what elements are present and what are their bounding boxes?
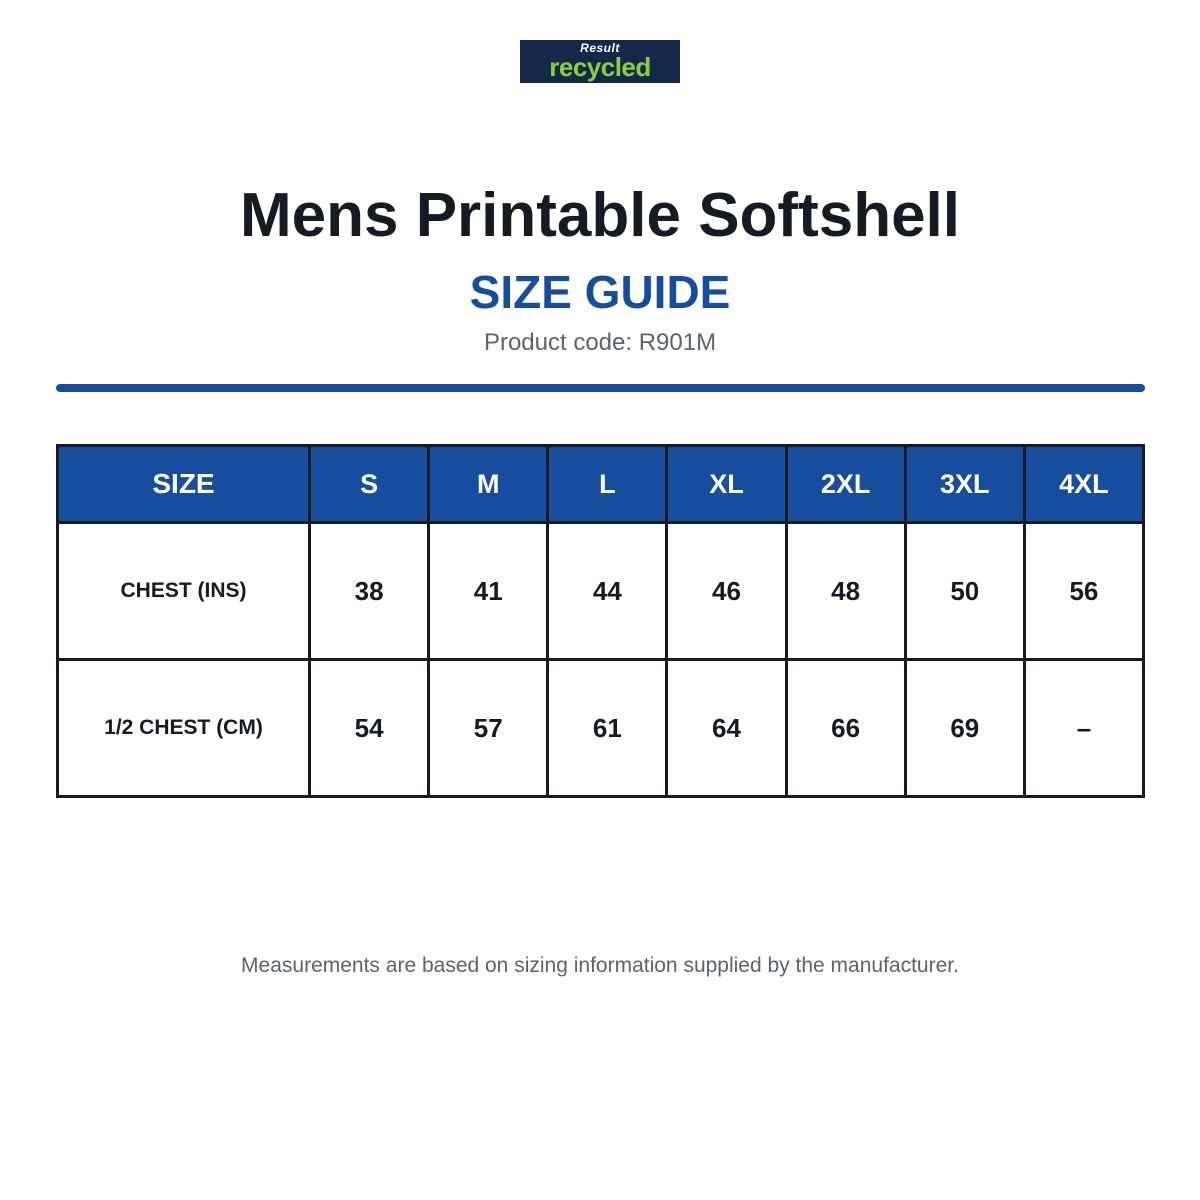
page-title: Mens Printable Softshell	[239, 181, 961, 250]
table-cell: 56	[1024, 523, 1143, 660]
size-header-label: SIZE	[58, 446, 310, 523]
footnote: Measurements are based on sizing information supplied by the manufacturer.	[241, 954, 959, 977]
table-cell: 38	[310, 523, 429, 660]
table-cell: 50	[905, 523, 1024, 660]
page-subtitle: SIZE GUIDE	[469, 266, 731, 318]
divider	[56, 384, 1145, 392]
logo-top-text: Result	[580, 41, 620, 55]
table-cell: 57	[429, 660, 548, 797]
table-cell: 44	[548, 523, 667, 660]
size-table	[56, 444, 1145, 798]
size-header-cell: 4XL	[1024, 446, 1143, 523]
size-header-cell: L	[548, 446, 667, 523]
product-code: Product code: R901M	[483, 329, 717, 356]
size-header-cell: XL	[667, 446, 786, 523]
table-row	[58, 523, 1144, 660]
size-header-cell: 2XL	[786, 446, 905, 523]
table-cell: 69	[905, 660, 1024, 797]
row-label: 1/2 CHEST (CM)	[58, 660, 310, 797]
size-header-row	[58, 446, 1144, 523]
table-cell: 64	[667, 660, 786, 797]
result-recycled-logo	[520, 40, 680, 83]
table-cell: 61	[548, 660, 667, 797]
table-cell: 46	[667, 523, 786, 660]
size-header-cell: M	[429, 446, 548, 523]
table-row	[58, 660, 1144, 797]
row-label: CHEST (INS)	[58, 523, 310, 660]
table-cell: 54	[310, 660, 429, 797]
table-cell: 66	[786, 660, 905, 797]
table-cell: –	[1024, 660, 1143, 797]
logo-main-text: recycled	[549, 52, 651, 82]
table-cell: 48	[786, 523, 905, 660]
table-cell: 41	[429, 523, 548, 660]
size-header-cell: 3XL	[905, 446, 1024, 523]
size-header-cell: S	[310, 446, 429, 523]
